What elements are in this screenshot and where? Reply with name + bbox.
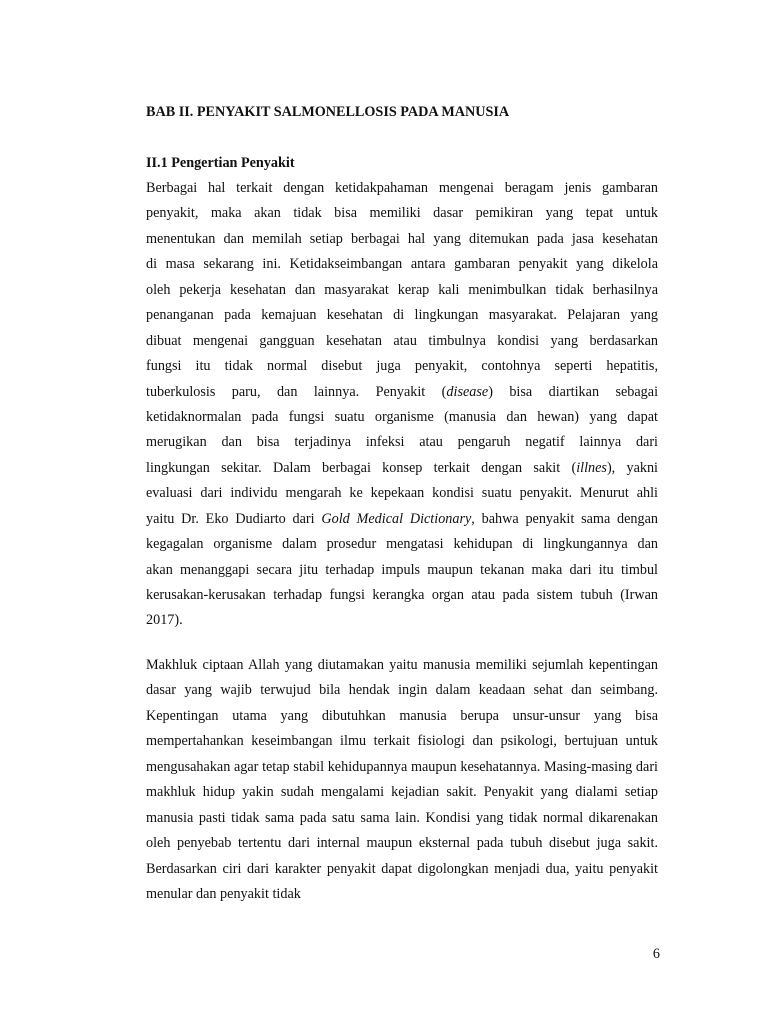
line-text: , bahwa penyakit sama dengan [471,510,658,527]
italic-term-dictionary: Gold Medical Dictionary [321,510,472,527]
paragraph-line: oleh pekerja kesehatan dan masyarakat kerap kali menimbulkan tidak berhasilnya [146,281,658,298]
italic-term-illnes: illnes [576,459,607,476]
paragraph-1 [146,176,658,634]
paragraph-line: akan menanggapi secara jitu terhadap impuls maupun tekanan maka dari itu timbul [146,561,658,578]
paragraph-line [146,456,658,481]
paragraph-line: kerusakan-kerusakan terhadap fungsi kerangka organ atau pada sistem tubuh (Irwan [146,587,658,603]
line-text: ) bisa diartikan sebagai [488,383,658,400]
paragraph-line: kegagalan organisme dalam prosedur mengatasi kehidupan di lingkungannya dan [146,536,658,553]
section-title: II.1 Pengertian Penyakit [146,155,295,171]
paragraph-2: Makhluk ciptaan Allah yang diutamakan yaitu manusia memiliki sejumlah kepentingan dasar yang wajib terwujud bila hendak ingin dalam keadaan sehat dan seimbang. Kepentingan utama yang dibutuhkan manusia berupa unsur-unsur yang bisa mempertahankan keseimbangan ilmu terkait fisiologi dan psikologi, bertujuan untuk mengusahakan agar tetap stabil kehidupannya maupun kesehatannya. Masing-masing dari makhluk hidup yakin sudah mengalami kejadian sakit. Penyakit yang dialami setiap manusia pasti tidak sama pada satu sama lain. Kondisi yang tidak normal dikarenakan oleh penyebab tertentu dari internal maupun eksternal pada tubuh disebut juga sakit. Berdasarkan ciri dari karakter penyakit dapat digolongkan menjadi dua, yaitu penyakit menular dan penyakit tidak [146,657,658,903]
line-text: tuberkulosis paru, dan lainnya. Penyakit ( [146,383,447,400]
paragraph-line: menentukan dan memilah setiap berbagai hal yang ditemukan pada jasa kesehatan [146,230,658,247]
paragraph-line: evaluasi dari individu mengarah ke kepekaan kondisi suatu penyakit. Menurut ahli [146,485,658,502]
line-text: ), yakni [606,459,658,476]
line-text: lingkungan sekitar. Dalam berbagai konsep terkait dengan sakit ( [146,459,577,476]
paragraph-line: 2017). [146,612,183,629]
paragraph-line: Berbagai hal terkait dengan ketidakpahaman mengenai beragam jenis gambaran [146,180,658,196]
paragraph-line: penyakit, maka akan tidak bisa memiliki dasar pemikiran yang tepat untuk [146,205,658,222]
paragraph-line: merugikan dan bisa terjadinya infeksi atau pengaruh negatif lainnya dari [146,434,658,451]
italic-term-disease: disease [446,383,489,400]
chapter-title: BAB II. PENYAKIT SALMONELLOSIS PADA MANUSIA [146,104,510,120]
paragraph-line: penanganan pada kemajuan kesehatan di lingkungan masyarakat. Pelajaran yang [146,307,658,324]
paragraph-line: dibuat mengenai gangguan kesehatan atau timbulnya kondisi yang berdasarkan [146,332,658,349]
paragraph-line: ketidaknormalan pada fungsi suatu organisme (manusia dan hewan) yang dapat [146,408,658,425]
page-number: 6 [652,946,660,962]
line-text: yaitu Dr. Eko Dudiarto dari [146,510,322,527]
paragraph-line: fungsi itu tidak normal disebut juga penyakit, contohnya seperti hepatitis, [146,358,658,375]
paragraph-line [146,380,658,405]
paragraph-line [146,507,658,532]
paragraph-line: di masa sekarang ini. Ketidakseimbangan antara gambaran penyakit yang dikelola [146,256,658,273]
